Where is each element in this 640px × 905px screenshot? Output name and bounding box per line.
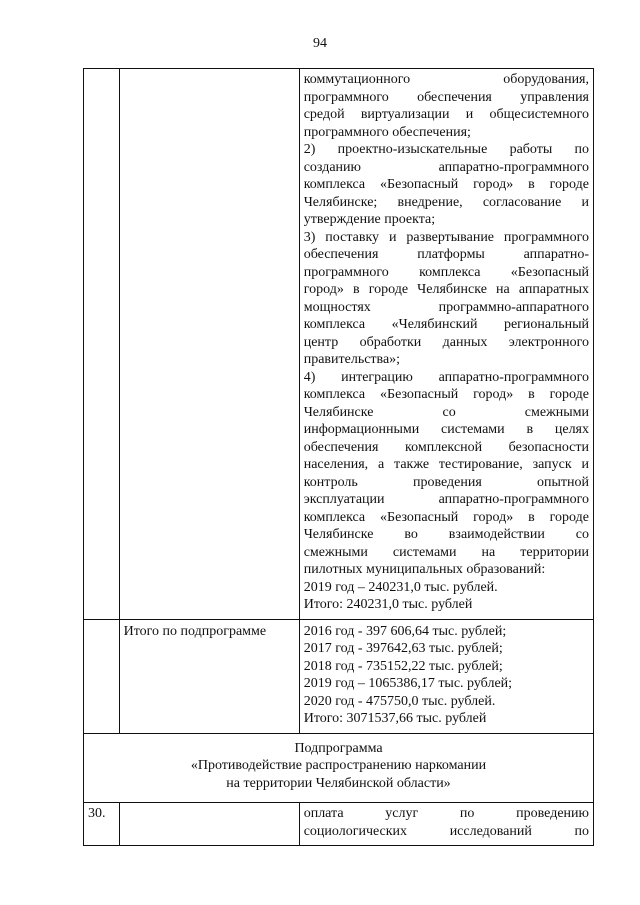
- description-line: программного обеспечения управления: [303, 89, 589, 105]
- funding-line: 2019 год – 1065386,17 тыс. рублей;: [303, 676, 513, 691]
- description-line: 3) поставку и развертывание программного: [303, 229, 589, 245]
- description-line: комплекса «Челябинский региональный: [303, 317, 589, 332]
- description-line: оплата услуг по проведению: [303, 806, 589, 821]
- description-line: комплекса «Безопасный город» в городе: [303, 177, 589, 192]
- row-number: 30.: [84, 803, 120, 846]
- description-line: правительства»;: [303, 352, 401, 367]
- description-line: созданию аппаратно-программного: [303, 159, 589, 175]
- page-number: 94: [313, 36, 327, 51]
- description-line: обеспечения комплексной безопасности: [303, 439, 589, 455]
- description-line: контроль проведения опытной: [303, 474, 589, 490]
- subprogram-name-line: на территории Челябинской области»: [226, 775, 451, 791]
- number-cell: [84, 69, 120, 620]
- funding-line: 2018 год - 735152,22 тыс. рублей;: [303, 658, 503, 674]
- table-row: [84, 803, 594, 846]
- activities-table: [83, 68, 594, 846]
- subprogram-total-row: [84, 619, 594, 733]
- description-cell: [299, 69, 593, 620]
- funding-line: 2017 год - 397642,63 тыс. рублей;: [303, 641, 503, 656]
- subprogram-title: Подпрограмма: [294, 740, 383, 756]
- name-cell: [119, 803, 299, 846]
- total-line: Итого: 3071537,66 тыс. рублей: [303, 711, 487, 726]
- subprogram-heading-row: [84, 733, 594, 803]
- description-line: комплекса «Безопасный город» в городе: [303, 509, 589, 525]
- number-cell: [84, 619, 120, 733]
- description-line: социологических исследований по: [303, 823, 589, 839]
- funding-line: 2019 год – 240231,0 тыс. рублей.: [303, 579, 498, 595]
- description-line: программного комплекса «Безопасный: [303, 264, 589, 280]
- description-line: комплекса «Безопасный город» в городе: [303, 387, 589, 402]
- total-label: Итого по подпрограмме: [119, 619, 299, 733]
- description-line: средой виртуализации и общесистемного: [303, 107, 589, 122]
- description-cell: [299, 803, 593, 846]
- description-line: город» в городе Челябинске на аппаратных: [303, 282, 589, 297]
- funding-line: 2016 год - 397 606,64 тыс. рублей;: [303, 623, 507, 639]
- description-line: коммутационного оборудования,: [303, 72, 589, 87]
- table-row: [84, 69, 594, 620]
- total-line: Итого: 240231,0 тыс. рублей: [303, 597, 473, 612]
- description-line: обеспечения платформы аппаратно-: [303, 247, 589, 262]
- description-line: Челябинске во взаимодействии со: [303, 527, 589, 542]
- total-values-cell: [299, 619, 593, 733]
- funding-line: 2020 год - 475750,0 тыс. рублей.: [303, 693, 496, 709]
- subprogram-heading: [84, 733, 594, 803]
- description-line: пилотных муниципальных образований:: [303, 562, 546, 577]
- description-line: 2) проектно-изыскательные работы по: [303, 142, 589, 157]
- description-line: центр обработки данных электронного: [303, 334, 589, 350]
- name-cell: [119, 69, 299, 620]
- description-line: Челябинске; внедрение, согласование и: [303, 194, 589, 210]
- subprogram-name-line: «Противодействие распространению наркомании: [190, 758, 487, 773]
- description-line: мощностях программно-аппаратного: [303, 299, 589, 315]
- description-line: программного обеспечения;: [303, 124, 471, 140]
- description-line: Челябинске со смежными: [303, 404, 589, 420]
- description-line: информационными системами в целях: [303, 422, 589, 437]
- description-line: смежными системами на территории: [303, 544, 589, 560]
- description-line: эксплуатации аппаратно-программного: [303, 492, 589, 507]
- description-line: 4) интеграцию аппаратно-программного: [303, 369, 589, 385]
- description-line: утверждение проекта;: [303, 212, 436, 227]
- description-line: населения, а также тестирование, запуск и: [303, 457, 589, 472]
